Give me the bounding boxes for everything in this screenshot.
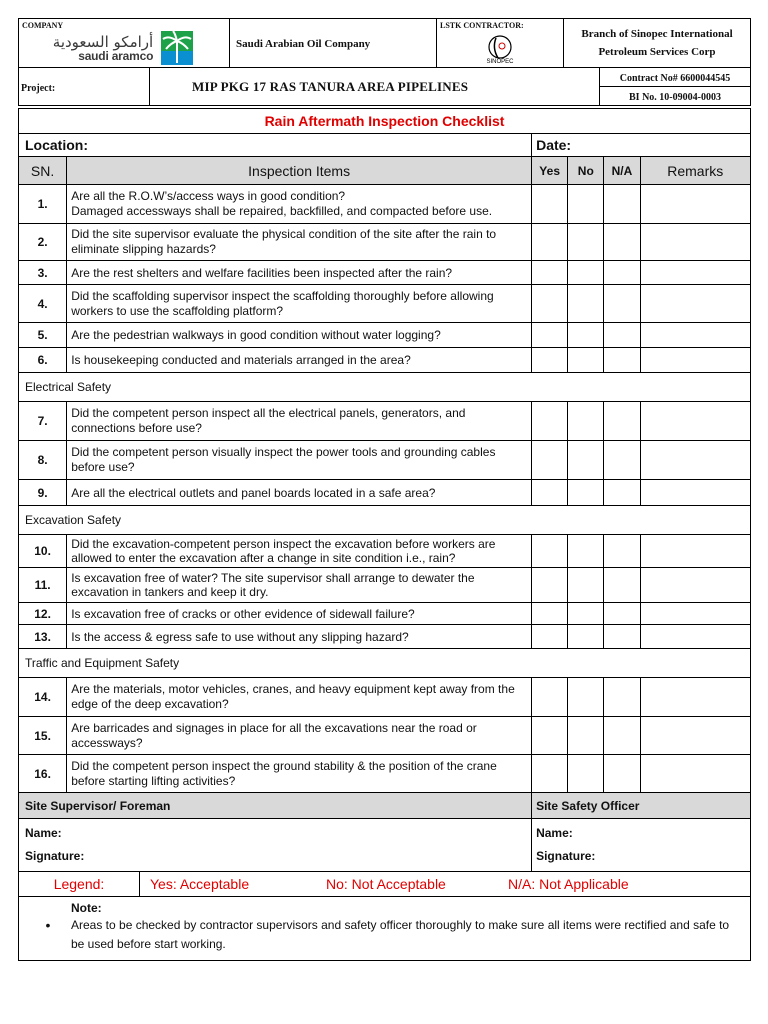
remarks-cell[interactable] (640, 480, 751, 506)
note-row (19, 897, 751, 961)
date-cell[interactable] (532, 134, 751, 157)
aramco-arabic-text: أرامكو السعودية (52, 32, 154, 51)
company-cell (19, 19, 230, 68)
table-row (19, 185, 751, 224)
no-checkbox-cell[interactable] (568, 185, 604, 224)
section-header-row (19, 649, 751, 678)
item-text: Is housekeeping conducted and materials arranged in the area? (67, 348, 532, 373)
bi-number: BI No. 10-09004-0003 (629, 92, 721, 103)
na-checkbox-cell[interactable] (604, 185, 640, 224)
branch-line-1: Branch of Sinopec International (581, 28, 733, 40)
table-row (19, 480, 751, 506)
yes-checkbox-cell[interactable] (532, 185, 568, 224)
bullet-icon: • (45, 917, 51, 933)
col-header-no: No (568, 157, 604, 185)
item-text: Are barricades and signages in place for all the excavations near the road or accessways? (67, 717, 532, 755)
no-checkbox-cell[interactable] (568, 755, 604, 793)
note-text: Areas to be checked by contractor supervisors and safety officer thoroughly to make sure all items were rectified and safe to be used before start working. (71, 918, 730, 951)
no-checkbox-cell[interactable] (568, 323, 604, 348)
checklist-title-cell (19, 109, 751, 134)
remarks-cell[interactable] (640, 261, 751, 285)
remarks-cell[interactable] (640, 185, 751, 224)
item-sn: 11. (19, 568, 67, 603)
na-checkbox-cell[interactable] (604, 603, 640, 625)
yes-checkbox-cell[interactable] (532, 261, 568, 285)
no-checkbox-cell[interactable] (568, 285, 604, 323)
item-text: Did the competent person inspect the ground stability & the position of the crane before starting lifting activities? (67, 755, 532, 793)
location-label: Location: (25, 137, 88, 153)
officer-name-label: Name: (536, 826, 573, 840)
na-checkbox-cell[interactable] (604, 717, 640, 755)
contractor-label: LSTK CONTRACTOR: (440, 21, 524, 30)
section-header-row (19, 373, 751, 402)
no-checkbox-cell[interactable] (568, 603, 604, 625)
yes-checkbox-cell[interactable] (532, 285, 568, 323)
header-project-table (18, 67, 751, 106)
supervisor-title: Site Supervisor/ Foreman (19, 793, 532, 819)
item-sn: 3. (19, 261, 67, 285)
project-label-cell (19, 68, 150, 106)
item-sn: 7. (19, 402, 67, 441)
remarks-cell[interactable] (640, 717, 751, 755)
remarks-cell[interactable] (640, 348, 751, 373)
no-checkbox-cell[interactable] (568, 535, 604, 568)
aramco-wordmark (52, 32, 154, 63)
company-label: COMPANY (22, 21, 64, 30)
project-label: Project: (21, 82, 56, 94)
section-title-electrical: Electrical Safety (19, 373, 751, 402)
project-name: MIP PKG 17 RAS TANURA AREA PIPELINES (192, 78, 469, 94)
item-sn: 2. (19, 224, 67, 261)
col-header-remarks: Remarks (640, 157, 751, 185)
no-checkbox-cell[interactable] (568, 261, 604, 285)
yes-checkbox-cell[interactable] (532, 678, 568, 717)
section-title-excavation: Excavation Safety (19, 506, 751, 535)
item-sn: 1. (19, 185, 67, 224)
item-sn: 15. (19, 717, 67, 755)
table-row (19, 678, 751, 717)
item-sn: 9. (19, 480, 67, 506)
sinopec-logo-icon (480, 34, 520, 64)
no-checkbox-cell[interactable] (568, 402, 604, 441)
na-checkbox-cell[interactable] (604, 402, 640, 441)
item-text: Are all the R.O.W’s/access ways in good condition? Damaged accessways shall be repaired, backfilled, and compacted before use. (67, 185, 532, 224)
signoff-header-row (19, 793, 751, 819)
bi-no-cell (600, 87, 751, 106)
na-checkbox-cell[interactable] (604, 348, 640, 373)
section-header-row (19, 506, 751, 535)
no-checkbox-cell[interactable] (568, 568, 604, 603)
na-checkbox-cell[interactable] (604, 625, 640, 649)
no-checkbox-cell[interactable] (568, 717, 604, 755)
contractor-cell (437, 19, 564, 68)
item-sn: 8. (19, 441, 67, 480)
no-checkbox-cell[interactable] (568, 348, 604, 373)
col-header-na: N/A (604, 157, 640, 185)
table-row (19, 568, 751, 603)
item-sn: 12. (19, 603, 67, 625)
header-top-table (18, 18, 751, 68)
legend-na: N/A: Not Applicable (508, 876, 629, 892)
na-checkbox-cell[interactable] (604, 568, 640, 603)
item-text: Are the rest shelters and welfare facilities been inspected after the rain? (67, 261, 532, 285)
table-row (19, 441, 751, 480)
table-row (19, 603, 751, 625)
yes-checkbox-cell[interactable] (532, 755, 568, 793)
supervisor-name-label: Name: (25, 826, 62, 840)
remarks-cell[interactable] (640, 224, 751, 261)
remarks-cell[interactable] (640, 323, 751, 348)
remarks-cell[interactable] (640, 603, 751, 625)
item-sn: 10. (19, 535, 67, 568)
na-checkbox-cell[interactable] (604, 755, 640, 793)
table-row (19, 402, 751, 441)
na-checkbox-cell[interactable] (604, 323, 640, 348)
column-header-row (19, 157, 751, 185)
table-row (19, 261, 751, 285)
col-header-yes: Yes (532, 157, 568, 185)
sinopec-logo-text: SINOPEC (486, 59, 514, 64)
supervisor-fields[interactable] (19, 819, 532, 872)
item-sn: 14. (19, 678, 67, 717)
table-row (19, 285, 751, 323)
officer-signature-label: Signature: (536, 849, 596, 863)
yes-checkbox-cell[interactable] (532, 568, 568, 603)
no-checkbox-cell[interactable] (568, 224, 604, 261)
checklist-table (18, 108, 751, 961)
yes-checkbox-cell[interactable] (532, 402, 568, 441)
remarks-cell[interactable] (640, 755, 751, 793)
item-text: Are the materials, motor vehicles, cranes, and heavy equipment kept away from the edge of the deep excavation? (67, 678, 532, 717)
signoff-fields-row (19, 819, 751, 872)
remarks-cell[interactable] (640, 678, 751, 717)
supervisor-signature-label: Signature: (25, 849, 85, 863)
item-text: Is excavation free of water? The site supervisor shall arrange to dewater the excavation in tankers and keep it dry. (67, 568, 532, 603)
aramco-logo-icon (159, 29, 195, 67)
item-sn: 5. (19, 323, 67, 348)
yes-checkbox-cell[interactable] (532, 441, 568, 480)
yes-checkbox-cell[interactable] (532, 717, 568, 755)
col-header-sn: SN. (19, 157, 67, 185)
contract-number: Contract No# 6600044545 (619, 73, 731, 84)
officer-fields[interactable] (532, 819, 751, 872)
yes-checkbox-cell[interactable] (532, 348, 568, 373)
yes-checkbox-cell[interactable] (532, 480, 568, 506)
yes-checkbox-cell[interactable] (532, 323, 568, 348)
legend-yes: Yes: Acceptable (150, 876, 250, 892)
remarks-cell[interactable] (640, 535, 751, 568)
table-row (19, 348, 751, 373)
table-row (19, 625, 751, 649)
item-text: Did the excavation-competent person inspect the excavation before workers are allowed to enter the excavation after a change in site condition i.e., rain? (67, 535, 532, 568)
remarks-cell[interactable] (640, 285, 751, 323)
section-title-traffic: Traffic and Equipment Safety (19, 649, 751, 678)
legend-label: Legend: (19, 872, 140, 896)
item-text: Did the scaffolding supervisor inspect the scaffolding thoroughly before allowing workers to use the scaffolding platform? (67, 285, 532, 323)
item-text: Is excavation free of cracks or other evidence of sidewall failure? (67, 603, 532, 625)
na-checkbox-cell[interactable] (604, 535, 640, 568)
yes-checkbox-cell[interactable] (532, 224, 568, 261)
table-row (19, 535, 751, 568)
no-checkbox-cell[interactable] (568, 480, 604, 506)
company-name: Saudi Arabian Oil Company (236, 38, 371, 50)
table-row (19, 224, 751, 261)
item-text: Did the site supervisor evaluate the physical condition of the site after the rain to eliminate slipping hazards? (67, 224, 532, 261)
na-checkbox-cell[interactable] (604, 441, 640, 480)
aramco-english-text: saudi aramco (78, 48, 154, 63)
item-sn: 6. (19, 348, 67, 373)
na-checkbox-cell[interactable] (604, 285, 640, 323)
col-header-items: Inspection Items (67, 157, 532, 185)
item-sn: 4. (19, 285, 67, 323)
contract-no-cell (600, 68, 751, 87)
table-row (19, 755, 751, 793)
item-text: Did the competent person inspect all the electrical panels, generators, and connections before use? (67, 402, 532, 441)
no-checkbox-cell[interactable] (568, 625, 604, 649)
item-sn: 16. (19, 755, 67, 793)
yes-checkbox-cell[interactable] (532, 535, 568, 568)
remarks-cell[interactable] (640, 441, 751, 480)
na-checkbox-cell[interactable] (604, 678, 640, 717)
item-text: Are all the electrical outlets and panel boards located in a safe area? (67, 480, 532, 506)
remarks-cell[interactable] (640, 568, 751, 603)
safety-officer-title: Site Safety Officer (532, 793, 751, 819)
branch-line-2: Petroleum Services Corp (598, 46, 716, 58)
legend-no: No: Not Acceptable (326, 876, 446, 892)
no-checkbox-cell[interactable] (568, 441, 604, 480)
na-checkbox-cell[interactable] (604, 480, 640, 506)
location-cell[interactable] (19, 134, 532, 157)
remarks-cell[interactable] (640, 402, 751, 441)
yes-checkbox-cell[interactable] (532, 625, 568, 649)
note-label: Note: (71, 901, 102, 915)
project-name-cell (150, 68, 600, 106)
branch-cell (564, 19, 751, 68)
item-text: Did the competent person visually inspect the power tools and grounding cables before use? (67, 441, 532, 480)
item-text: Is the access & egress safe to use without any slipping hazard? (67, 625, 532, 649)
item-sn: 13. (19, 625, 67, 649)
item-text: Are the pedestrian walkways in good condition without water logging? (67, 323, 532, 348)
na-checkbox-cell[interactable] (604, 261, 640, 285)
general-items-group (19, 185, 751, 373)
remarks-cell[interactable] (640, 625, 751, 649)
yes-checkbox-cell[interactable] (532, 603, 568, 625)
company-name-cell (230, 19, 437, 68)
checklist-title: Rain Aftermath Inspection Checklist (264, 113, 505, 129)
date-label: Date: (536, 137, 572, 153)
table-row (19, 323, 751, 348)
table-row (19, 717, 751, 755)
no-checkbox-cell[interactable] (568, 678, 604, 717)
na-checkbox-cell[interactable] (604, 224, 640, 261)
legend-row (19, 872, 751, 897)
